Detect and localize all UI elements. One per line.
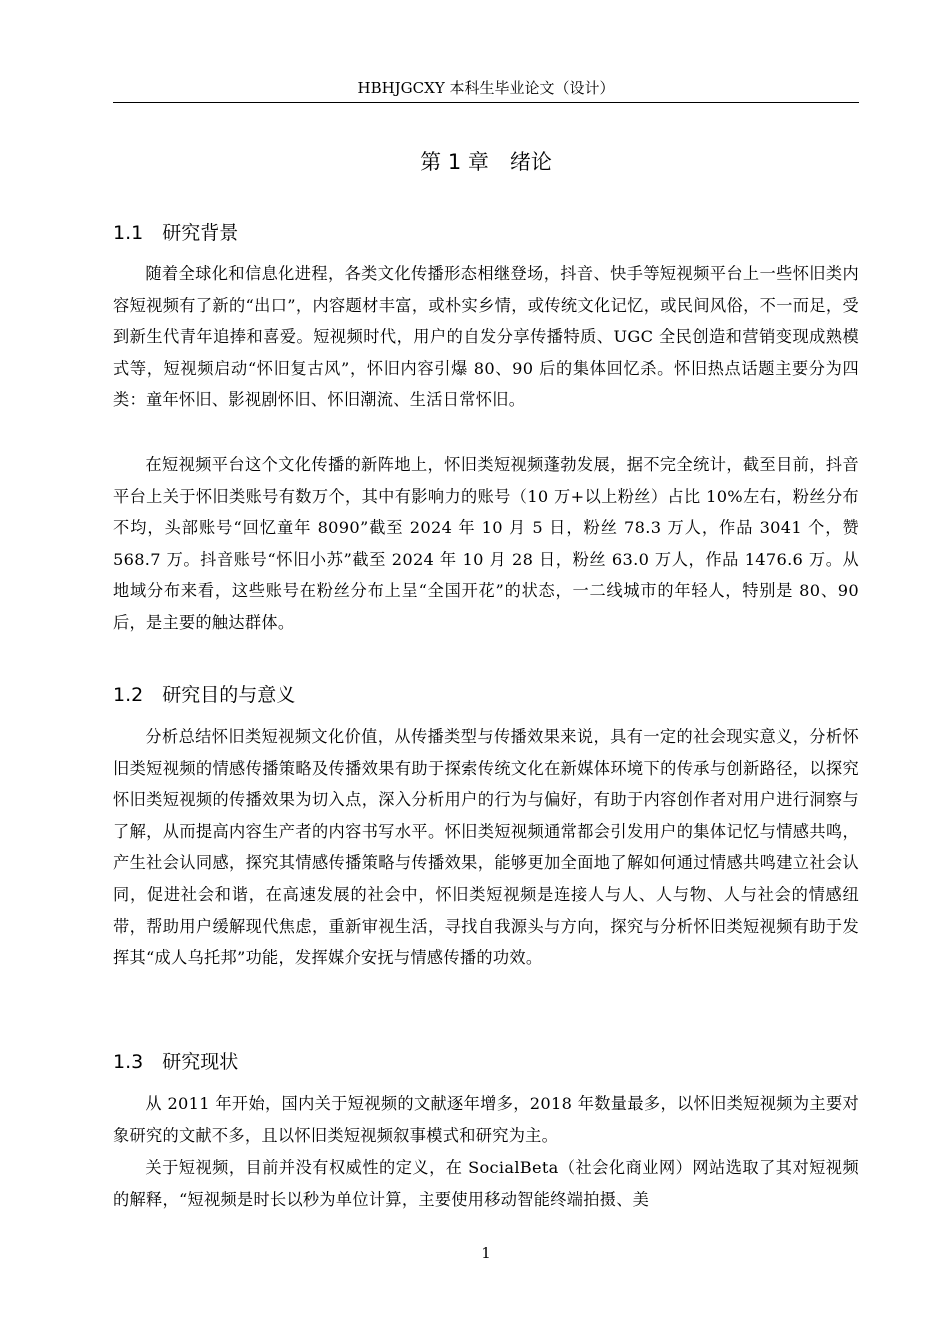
paragraph: 随着全球化和信息化进程，各类文化传播形态相继登场，抖音、快手等短视频平台上一些怀旧类内容短视频有了新的“出口”，内容题材丰富，或朴实乡情，或传统文化记忆，或民间风俗，不一而足，受到新生代青年追捧和喜爱。短视频时代，用户的自发分享传播特质、UGC 全民创造和营销变现成熟模式等，短视频启动“怀旧复古风”，怀旧内容引爆 80、90 后的集体回忆杀。怀旧热点话题主要分为四类：童年怀旧、影视剧怀旧、怀旧潮流、生活日常怀旧。 [113, 264, 859, 410]
section-heading-research-background: 1.1 研究背景 [113, 222, 239, 244]
running-header: HBHJGCXY 本科生毕业论文（设计） [357, 79, 615, 97]
paragraph: 分析总结怀旧类短视频文化价值，从传播类型与传播效果来说，具有一定的社会现实意义，分析怀旧类短视频的情感传播策略及传播效果有助于探索传统文化在新媒体环境下的传承与创新路径，以探究怀旧类短视频的传播效果为切入点，深入分析用户的行为与偏好，有助于内容创作者对用户进行洞察与了解，从而提高内容生产者的内容书写水平。怀旧类短视频通常都会引发用户的集体记忆与情感共鸣，产生社会认同感，探究其情感传播策略与传播效果，能够更加全面地了解如何通过情感共鸣建立社会认同，促进社会和谐，在高速发展的社会中，怀旧类短视频是连接人与人、人与物、人与社会的情感纽带，帮助用户缓解现代焦虑，重新审视生活，寻找自我源头与方向，探究与分析怀旧类短视频有助于发挥其“成人乌托邦”功能，发挥媒介安抚与情感传播的功效。 [113, 727, 859, 968]
section-heading-research-status: 1.3 研究现状 [113, 1051, 239, 1073]
paragraph: 在短视频平台这个文化传播的新阵地上，怀旧类短视频蓬勃发展，据不完全统计，截至目前，抖音平台上关于怀旧类账号有数万个，其中有影响力的账号（10 万+以上粉丝）占比 10%左右，粉丝分布不均，头部账号“回忆童年 8090”截至 2024 年 10 月 5 日，粉丝 78.3 万人，作品 3041 个，赞 568.7 万。抖音账号“怀旧小苏”截至 2024 年 10 月 28 日，粉丝 63.0 万人，作品 1476.6 万。从地域分布来看，这些账号在粉丝分布上呈“全国开花”的状态，一二线城市的年轻人，特别是 80、90 后，是主要的触达群体。 [113, 455, 859, 632]
paragraph: 关于短视频，目前并没有权威性的定义，在 SocialBeta（社会化商业网）网站选取了其对短视频的解释，“短视频是时长以秒为单位计算，主要使用移动智能终端拍摄、美 [113, 1158, 859, 1209]
chapter-title: 第 1 章 绪论 [420, 150, 552, 174]
header-divider [113, 102, 859, 103]
paragraph: 从 2011 年开始，国内关于短视频的文献逐年增多，2018 年数量最多，以怀旧类短视频为主要对象研究的文献不多，且以怀旧类短视频叙事模式和研究为主。 [113, 1094, 859, 1145]
page-number: 1 [481, 1244, 491, 1262]
section-heading-research-purpose: 1.2 研究目的与意义 [113, 684, 296, 706]
